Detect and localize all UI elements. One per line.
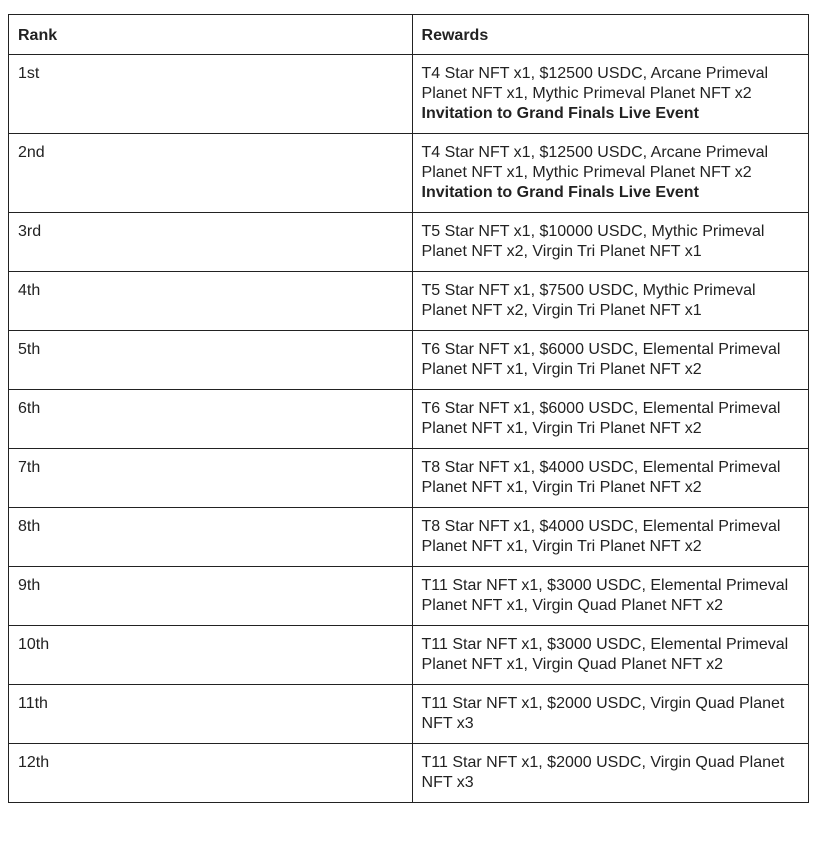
rewards-table — [8, 14, 809, 803]
table-row — [9, 626, 809, 685]
rewards-cell — [412, 567, 808, 626]
rank-cell: 6th — [9, 390, 413, 449]
rank-cell: 5th — [9, 331, 413, 390]
rewards-cell — [412, 213, 808, 272]
rewards-cell — [412, 55, 808, 134]
rewards-extra-text: Invitation to Grand Finals Live Event — [421, 184, 699, 201]
rewards-cell — [412, 685, 808, 744]
table-row — [9, 567, 809, 626]
rank-cell: 8th — [9, 508, 413, 567]
table-row — [9, 213, 809, 272]
rewards-header: Rewards — [412, 15, 808, 55]
rank-cell: 9th — [9, 567, 413, 626]
rewards-text: T5 Star NFT x1, $7500 USDC, Mythic Primeval Planet NFT x2, Virgin Tri Planet NFT x1 — [421, 282, 756, 319]
rank-cell: 7th — [9, 449, 413, 508]
rank-cell: 11th — [9, 685, 413, 744]
rank-cell: 4th — [9, 272, 413, 331]
rewards-cell — [412, 390, 808, 449]
rank-cell: 2nd — [9, 134, 413, 213]
rank-cell: 1st — [9, 55, 413, 134]
rewards-text: T4 Star NFT x1, $12500 USDC, Arcane Primeval Planet NFT x1, Mythic Primeval Planet NFT x2 — [421, 65, 769, 102]
rewards-text: T4 Star NFT x1, $12500 USDC, Arcane Primeval Planet NFT x1, Mythic Primeval Planet NFT x2 — [421, 144, 769, 181]
table-row — [9, 134, 809, 213]
table-row — [9, 449, 809, 508]
rewards-text: T8 Star NFT x1, $4000 USDC, Elemental Primeval Planet NFT x1, Virgin Tri Planet NFT x2 — [421, 518, 781, 555]
rewards-cell — [412, 272, 808, 331]
table-row — [9, 331, 809, 390]
rewards-cell — [412, 744, 808, 803]
rewards-cell — [412, 449, 808, 508]
rank-cell: 10th — [9, 626, 413, 685]
rewards-text: T6 Star NFT x1, $6000 USDC, Elemental Primeval Planet NFT x1, Virgin Tri Planet NFT x2 — [421, 400, 781, 437]
table-row — [9, 272, 809, 331]
rewards-cell — [412, 331, 808, 390]
rewards-cell — [412, 508, 808, 567]
table-row — [9, 390, 809, 449]
table-row — [9, 685, 809, 744]
table-row — [9, 508, 809, 567]
rewards-text: T11 Star NFT x1, $3000 USDC, Elemental Primeval Planet NFT x1, Virgin Quad Planet NFT x2 — [421, 636, 789, 673]
rank-cell: 3rd — [9, 213, 413, 272]
table-header-row — [9, 15, 809, 55]
rewards-text: T6 Star NFT x1, $6000 USDC, Elemental Primeval Planet NFT x1, Virgin Tri Planet NFT x2 — [421, 341, 781, 378]
rewards-cell — [412, 626, 808, 685]
rewards-text: T8 Star NFT x1, $4000 USDC, Elemental Primeval Planet NFT x1, Virgin Tri Planet NFT x2 — [421, 459, 781, 496]
rewards-text: T5 Star NFT x1, $10000 USDC, Mythic Primeval Planet NFT x2, Virgin Tri Planet NFT x1 — [421, 223, 765, 260]
rewards-cell — [412, 134, 808, 213]
rewards-text: T11 Star NFT x1, $2000 USDC, Virgin Quad Planet NFT x3 — [421, 754, 785, 791]
rewards-table-container — [8, 14, 809, 803]
rank-header: Rank — [9, 15, 413, 55]
rank-cell: 12th — [9, 744, 413, 803]
rewards-text: T11 Star NFT x1, $3000 USDC, Elemental Primeval Planet NFT x1, Virgin Quad Planet NFT x2 — [421, 577, 789, 614]
table-row — [9, 55, 809, 134]
rewards-text: T11 Star NFT x1, $2000 USDC, Virgin Quad Planet NFT x3 — [421, 695, 785, 732]
table-row — [9, 744, 809, 803]
rewards-extra-text: Invitation to Grand Finals Live Event — [421, 105, 699, 122]
